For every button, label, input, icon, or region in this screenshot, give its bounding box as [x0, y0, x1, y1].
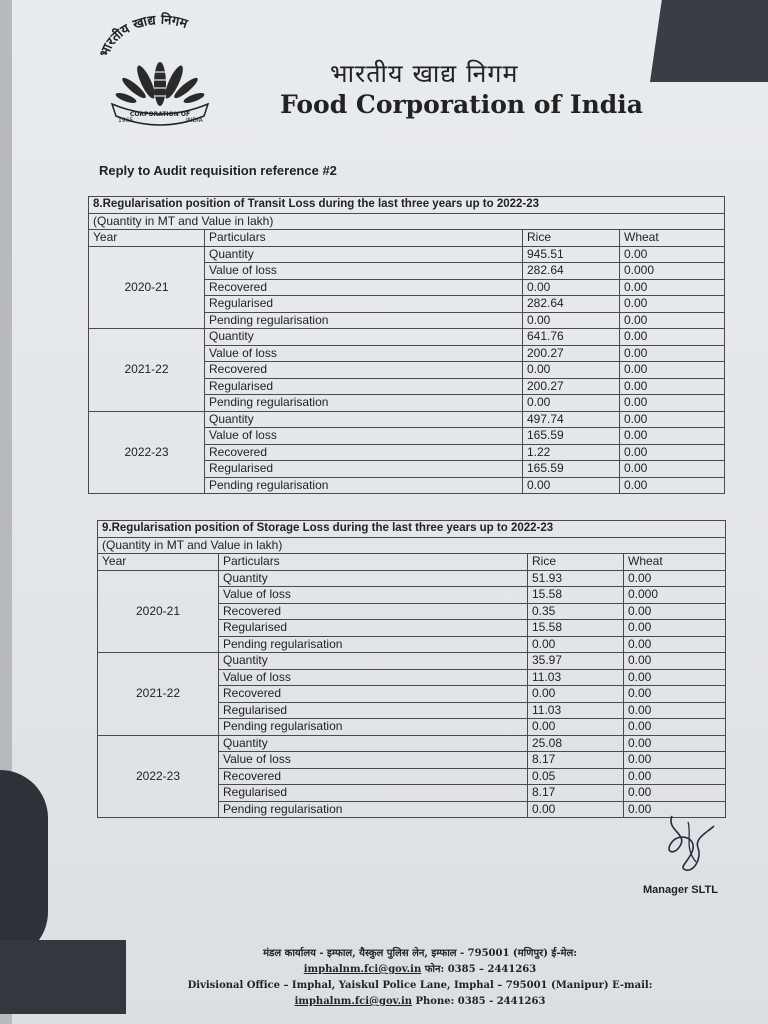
- particular-cell: Value of loss: [205, 428, 523, 445]
- particular-cell: Recovered: [219, 686, 528, 703]
- rice-cell: 945.51: [523, 246, 620, 263]
- footer-english-line2: [140, 994, 700, 1010]
- col-header-particulars: Particulars: [219, 554, 528, 571]
- particular-cell: Pending regularisation: [205, 477, 523, 494]
- wheat-cell: 0.00: [620, 345, 725, 362]
- footer-hindi-email[interactable]: imphalnm.fci@gov.in: [303, 964, 422, 975]
- particular-cell: Regularised: [219, 702, 528, 719]
- title-english: Food Corporation of India: [280, 90, 643, 119]
- table-title: 8.Regularisation position of Transit Loss during the last three years up to 2022-23: [89, 197, 725, 214]
- footer-english-line1: Divisional Office – Imphal, Yaiskul Police Lane, Imphal – 795001 (Manipur) E-mail:: [187, 980, 653, 991]
- wheat-cell: 0.000: [624, 587, 726, 604]
- wheat-cell: 0.00: [624, 768, 726, 785]
- wheat-cell: 0.00: [624, 636, 726, 653]
- rice-cell: 8.17: [528, 752, 624, 769]
- rice-cell: 200.27: [523, 345, 620, 362]
- wheat-cell: 0.00: [620, 411, 725, 428]
- table-title: 9.Regularisation position of Storage Loss during the last three years up to 2022-23: [98, 521, 726, 538]
- wheat-cell: 0.00: [624, 620, 726, 637]
- dark-blob-left: [0, 770, 48, 960]
- year-cell: 2021-22: [89, 329, 205, 412]
- rice-cell: 35.97: [528, 653, 624, 670]
- particular-cell: Value of loss: [219, 669, 528, 686]
- particular-cell: Regularised: [205, 378, 523, 395]
- particular-cell: Recovered: [219, 768, 528, 785]
- col-header-wheat: Wheat: [620, 230, 725, 247]
- table-row: [89, 246, 725, 263]
- rice-cell: 0.35: [528, 603, 624, 620]
- table-row: [98, 653, 726, 670]
- rice-cell: 51.93: [528, 570, 624, 587]
- year-cell: 2021-22: [98, 653, 219, 736]
- wheat-cell: 0.00: [624, 603, 726, 620]
- wheat-cell: 0.00: [620, 461, 725, 478]
- particular-cell: Quantity: [205, 329, 523, 346]
- col-header-year: Year: [89, 230, 205, 247]
- particular-cell: Value of loss: [219, 587, 528, 604]
- wheat-cell: 0.00: [624, 669, 726, 686]
- rice-cell: 282.64: [523, 263, 620, 280]
- col-header-rice: Rice: [523, 230, 620, 247]
- wheat-cell: 0.00: [620, 329, 725, 346]
- particular-cell: Pending regularisation: [219, 636, 528, 653]
- wheat-cell: 0.00: [624, 735, 726, 752]
- table-row: [98, 735, 726, 752]
- wheat-cell: 0.00: [620, 312, 725, 329]
- table-row: [89, 329, 725, 346]
- table-row: [98, 570, 726, 587]
- wheat-cell: 0.00: [620, 378, 725, 395]
- rice-cell: 15.58: [528, 587, 624, 604]
- col-header-particulars: Particulars: [205, 230, 523, 247]
- particular-cell: Recovered: [205, 279, 523, 296]
- rice-cell: 0.00: [523, 312, 620, 329]
- wheat-cell: 0.00: [620, 428, 725, 445]
- footer-address: [140, 946, 700, 1010]
- signature: [658, 812, 722, 874]
- particular-cell: Recovered: [205, 362, 523, 379]
- rice-cell: 0.00: [523, 279, 620, 296]
- rice-cell: 0.00: [523, 362, 620, 379]
- rice-cell: 0.05: [528, 768, 624, 785]
- particular-cell: Quantity: [205, 411, 523, 428]
- wheat-cell: 0.000: [620, 263, 725, 280]
- col-header-year: Year: [98, 554, 219, 571]
- wheat-cell: 0.00: [624, 719, 726, 736]
- document-sheet: [12, 0, 768, 1024]
- wheat-cell: 0.00: [620, 395, 725, 412]
- logo-arc-text: भारतीय खाद्य निगम: [97, 12, 190, 60]
- rice-cell: 165.59: [523, 461, 620, 478]
- footer-hindi-line1: मंडल कार्यालय - इम्फाल, यैस्कुल पुलिस लेन, इम्फाल - 795001 (मणिपुर) ई-मेल:: [263, 948, 577, 959]
- particular-cell: Value of loss: [219, 752, 528, 769]
- particular-cell: Pending regularisation: [205, 312, 523, 329]
- dark-corner-bottom-left: [0, 940, 126, 1014]
- particular-cell: Value of loss: [205, 263, 523, 280]
- storage-loss-table: [97, 520, 726, 818]
- particular-cell: Regularised: [205, 296, 523, 313]
- year-cell: 2022-23: [98, 735, 219, 818]
- rice-cell: 165.59: [523, 428, 620, 445]
- wheat-cell: 0.00: [624, 752, 726, 769]
- wheat-cell: 0.00: [624, 801, 726, 818]
- wheat-cell: 0.00: [624, 702, 726, 719]
- rice-cell: 200.27: [523, 378, 620, 395]
- logo-year: 1965: [118, 117, 134, 124]
- rice-cell: 497.74: [523, 411, 620, 428]
- wheat-cell: 0.00: [624, 570, 726, 587]
- particular-cell: Quantity: [205, 246, 523, 263]
- wheat-cell: 0.00: [620, 246, 725, 263]
- footer-hindi-line2: [140, 962, 700, 978]
- dark-corner-top-right: [650, 0, 768, 82]
- particular-cell: Regularised: [219, 620, 528, 637]
- rice-cell: 8.17: [528, 785, 624, 802]
- particular-cell: Value of loss: [205, 345, 523, 362]
- particular-cell: Recovered: [219, 603, 528, 620]
- particular-cell: Quantity: [219, 570, 528, 587]
- footer-hindi-phone: फोन: 0385 – 2441263: [424, 964, 537, 975]
- rice-cell: 11.03: [528, 669, 624, 686]
- wheat-cell: 0.00: [624, 653, 726, 670]
- rice-cell: 11.03: [528, 702, 624, 719]
- rice-cell: 0.00: [528, 719, 624, 736]
- rice-cell: 282.64: [523, 296, 620, 313]
- particular-cell: Regularised: [205, 461, 523, 478]
- title-hindi: भारतीय खाद्य निगम: [330, 59, 519, 88]
- particular-cell: Pending regularisation: [219, 801, 528, 818]
- fci-logo: [90, 12, 230, 130]
- col-header-rice: Rice: [528, 554, 624, 571]
- particular-cell: Regularised: [219, 785, 528, 802]
- particular-cell: Pending regularisation: [219, 719, 528, 736]
- rice-cell: 0.00: [528, 686, 624, 703]
- year-cell: 2022-23: [89, 411, 205, 494]
- wheat-cell: 0.00: [624, 785, 726, 802]
- particular-cell: Quantity: [219, 735, 528, 752]
- wheat-cell: 0.00: [620, 362, 725, 379]
- table-subtitle: (Quantity in MT and Value in lakh): [89, 213, 725, 230]
- wheat-cell: 0.00: [624, 686, 726, 703]
- rice-cell: 1.22: [523, 444, 620, 461]
- transit-loss-table: [88, 196, 725, 494]
- rice-cell: 0.00: [528, 636, 624, 653]
- rice-cell: 0.00: [523, 395, 620, 412]
- signatory-title: Manager SLTL: [643, 884, 718, 896]
- rice-cell: 0.00: [523, 477, 620, 494]
- col-header-wheat: Wheat: [624, 554, 726, 571]
- year-cell: 2020-21: [89, 246, 205, 329]
- footer-english-email[interactable]: imphalnm.fci@gov.in: [294, 996, 413, 1007]
- particular-cell: Pending regularisation: [205, 395, 523, 412]
- wheat-cell: 0.00: [620, 279, 725, 296]
- particular-cell: Quantity: [219, 653, 528, 670]
- wheat-cell: 0.00: [620, 477, 725, 494]
- wheat-cell: 0.00: [620, 296, 725, 313]
- rice-cell: 0.00: [528, 801, 624, 818]
- rice-cell: 25.08: [528, 735, 624, 752]
- logo-ribbon-text: CORPORATION OF: [129, 111, 191, 118]
- table-subtitle: (Quantity in MT and Value in lakh): [98, 537, 726, 554]
- wheat-cell: 0.00: [620, 444, 725, 461]
- reply-heading: Reply to Audit requisition reference #2: [99, 163, 337, 178]
- year-cell: 2020-21: [98, 570, 219, 653]
- footer-english-phone: Phone: 0385 - 2441263: [415, 996, 546, 1007]
- rice-cell: 15.58: [528, 620, 624, 637]
- rice-cell: 641.76: [523, 329, 620, 346]
- logo-country: INDIA: [186, 117, 203, 124]
- particular-cell: Recovered: [205, 444, 523, 461]
- table-row: [89, 411, 725, 428]
- svg-text:भारतीय खाद्य निगम: [97, 12, 190, 59]
